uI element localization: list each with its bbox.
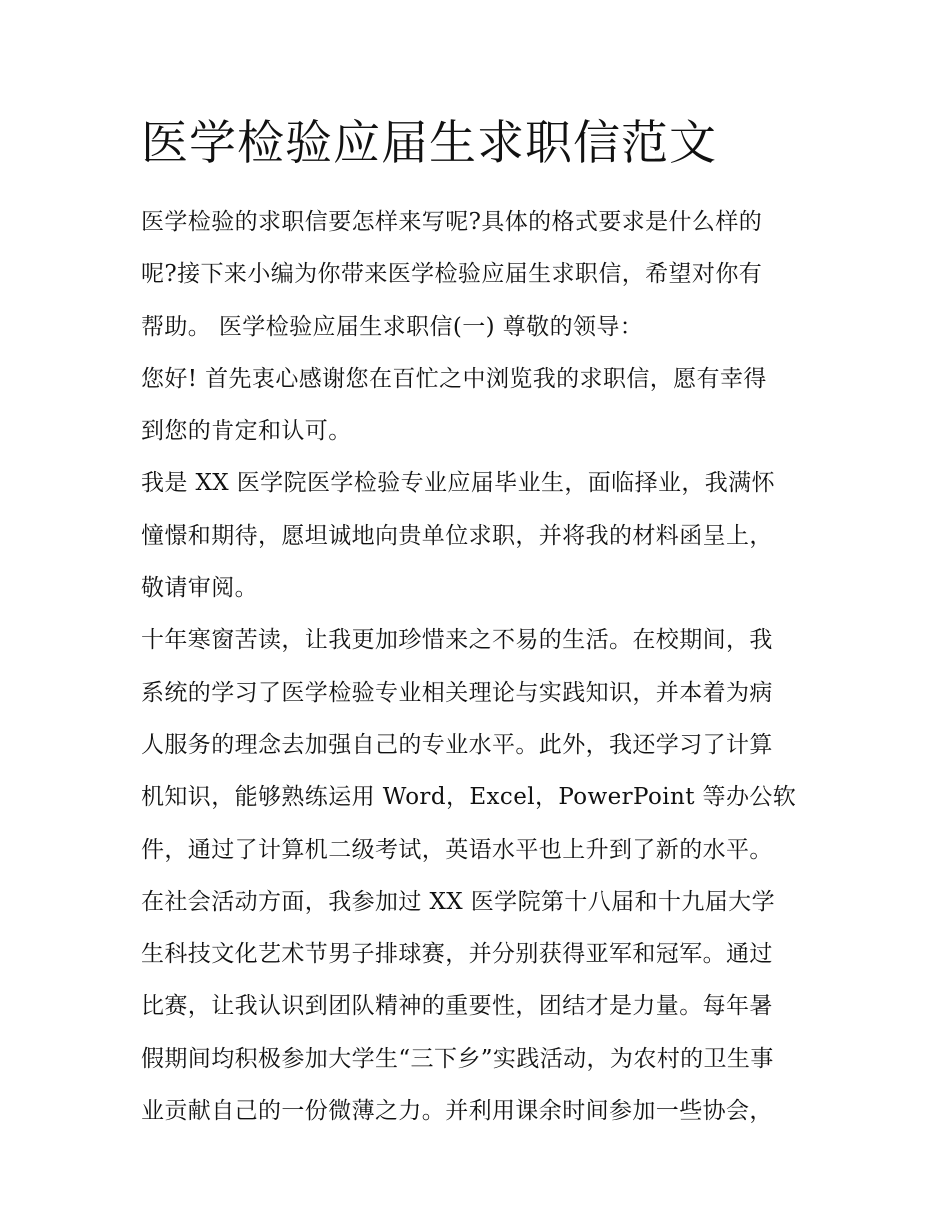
body-line: 憧憬和期待，愿坦诚地向贵单位求职，并将我的材料函呈上， — [141, 522, 773, 549]
body-line: 系统的学习了医学检验专业相关理论与实践知识，并本着为病 — [141, 679, 773, 706]
body-line: 我是 XX 医学院医学检验专业应届毕业生，面临择业，我满怀 — [141, 470, 775, 497]
body-line: 帮助。 医学检验应届生求职信(一) 尊敬的领导： — [141, 313, 644, 340]
document-body — [141, 196, 821, 1137]
body-line: 件，通过了计算机二级考试，英语水平也上升到了新的水平。 — [141, 836, 773, 863]
body-line: 业贡献自己的一份微薄之力。并利用课余时间参加一些协会， — [141, 1098, 773, 1125]
document-title: 医学检验应届生求职信范文 — [141, 116, 717, 171]
body-line: 假期间均积极参加大学生“三下乡”实践活动，为农村的卫生事 — [141, 1045, 774, 1072]
body-line: 生科技文化艺术节男子排球赛，并分别获得亚军和冠军。通过 — [141, 941, 773, 968]
body-line: 您好! 首先衷心感谢您在百忙之中浏览我的求职信，愿有幸得 — [141, 365, 767, 392]
body-line: 医学检验的求职信要怎样来写呢?具体的格式要求是什么样的 — [141, 209, 763, 235]
body-line: 十年寒窗苦读，让我更加珍惜来之不易的生活。在校期间，我 — [141, 627, 773, 654]
body-line: 人服务的理念去加强自己的专业水平。此外，我还学习了计算 — [141, 731, 773, 758]
body-line: 呢?接下来小编为你带来医学检验应届生求职信，希望对你有 — [141, 261, 763, 288]
body-line: 比赛，让我认识到团队精神的重要性，团结才是力量。每年暑 — [141, 993, 773, 1020]
body-line: 在社会活动方面，我参加过 XX 医学院第十八届和十九届大学 — [141, 888, 775, 915]
body-line: 机知识，能够熟练运用 Word，Excel，PowerPoint 等办公软 — [141, 784, 797, 811]
body-line: 到您的肯定和认可。 — [141, 418, 352, 445]
body-line: 敬请审阅。 — [141, 575, 258, 602]
